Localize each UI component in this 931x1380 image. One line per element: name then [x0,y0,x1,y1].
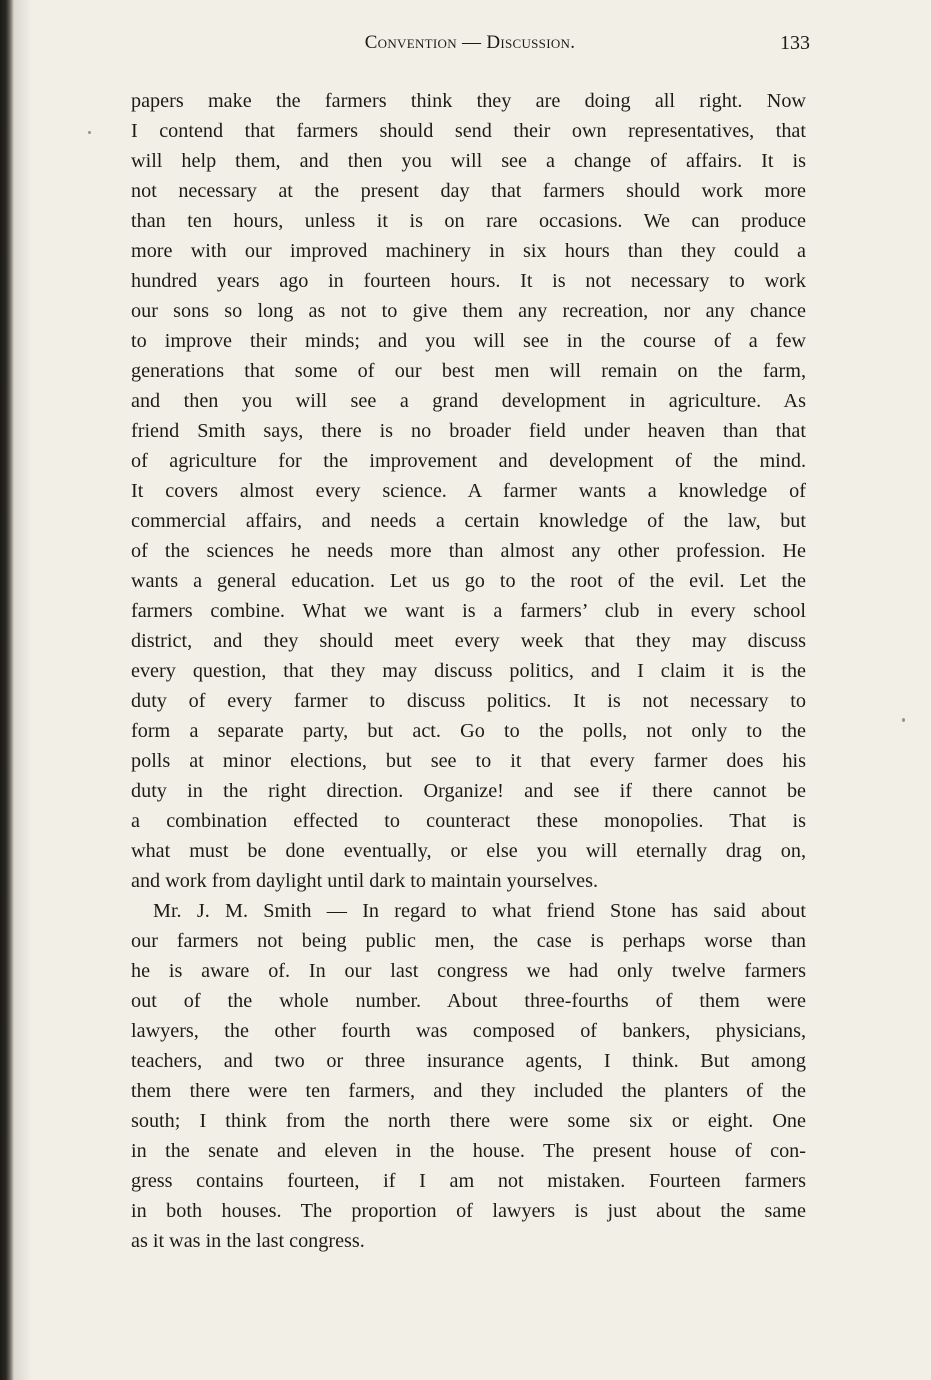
text-line: Mr. J. M. Smith — In regard to what friend Stone has said about [153,900,806,922]
text-line: lawyers, the other fourth was composed of bankers, physicians, [131,1020,806,1042]
text-line: generations that some of our best men will remain on the farm, [131,360,806,382]
text-line: I contend that farmers should send their own representatives, that [131,120,806,142]
text-line: duty in the right direction. Organize! and see if there cannot be [131,780,806,802]
text-line: and work from daylight until dark to maintain yourselves. [131,870,599,892]
text-line: what must be done eventually, or else you will eternally drag on, [131,840,806,862]
running-head [130,32,810,60]
binding-shadow [14,0,32,1380]
text-line: as it was in the last congress. [131,1230,365,1252]
text-line: farmers combine. What we want is a farmers’ club in every school [131,600,806,622]
page-speck [902,718,905,722]
text-line: south; I think from the north there were some six or eight. One [131,1110,806,1132]
text-line: our sons so long as not to give them any recreation, nor any chance [131,300,806,322]
text-line: more with our improved machinery in six hours than they could a [131,240,806,262]
text-line: gress contains fourteen, if I am not mistaken. Fourteen farmers [131,1170,806,1192]
text-line: friend Smith says, there is no broader field under heaven than that [131,420,806,442]
text-line: and then you will see a grand development in agriculture. As [131,390,806,412]
text-line: a combination effected to counteract these monopolies. That is [131,810,806,832]
text-line: will help them, and then you will see a change of affairs. It is [131,150,806,172]
page-number: 133 [780,32,810,54]
body-text [131,86,806,1256]
text-line: polls at minor elections, but see to it that every farmer does his [131,750,806,772]
text-line: of the sciences he needs more than almost any other profession. He [131,540,806,562]
book-binding-edge [0,0,14,1380]
text-line: in the senate and eleven in the house. The present house of con- [131,1140,806,1162]
text-line: papers make the farmers think they are doing all right. Now [131,90,806,112]
text-line: form a separate party, but act. Go to the polls, not only to the [131,720,806,742]
page-speck [88,131,91,134]
text-line: commercial affairs, and needs a certain knowledge of the law, but [131,510,806,532]
text-line: teachers, and two or three insurance agents, I think. But among [131,1050,806,1072]
text-line: he is aware of. In our last congress we had only twelve farmers [131,960,806,982]
text-line: district, and they should meet every week that they may discuss [131,630,806,652]
text-line: to improve their minds; and you will see in the course of a few [131,330,806,352]
text-line: It covers almost every science. A farmer wants a knowledge of [131,480,806,502]
text-line: out of the whole number. About three-fourths of them were [131,990,806,1012]
text-line: every question, that they may discuss politics, and I claim it is the [131,660,806,682]
text-line: them there were ten farmers, and they included the planters of the [131,1080,806,1102]
text-line: hundred years ago in fourteen hours. It is not necessary to work [131,270,806,292]
text-line: duty of every farmer to discuss politics. It is not necessary to [131,690,806,712]
text-line: in both houses. The proportion of lawyers is just about the same [131,1200,806,1222]
text-line: not necessary at the present day that farmers should work more [131,180,806,202]
text-line: than ten hours, unless it is on rare occasions. We can produce [131,210,806,232]
paragraph [131,896,806,1256]
paragraph [131,86,806,896]
text-line: our farmers not being public men, the case is perhaps worse than [131,930,806,952]
text-line: wants a general education. Let us go to the root of the evil. Let the [131,570,806,592]
running-title: Convention — Discussion. [364,32,576,53]
text-line: of agriculture for the improvement and development of the mind. [131,450,806,472]
